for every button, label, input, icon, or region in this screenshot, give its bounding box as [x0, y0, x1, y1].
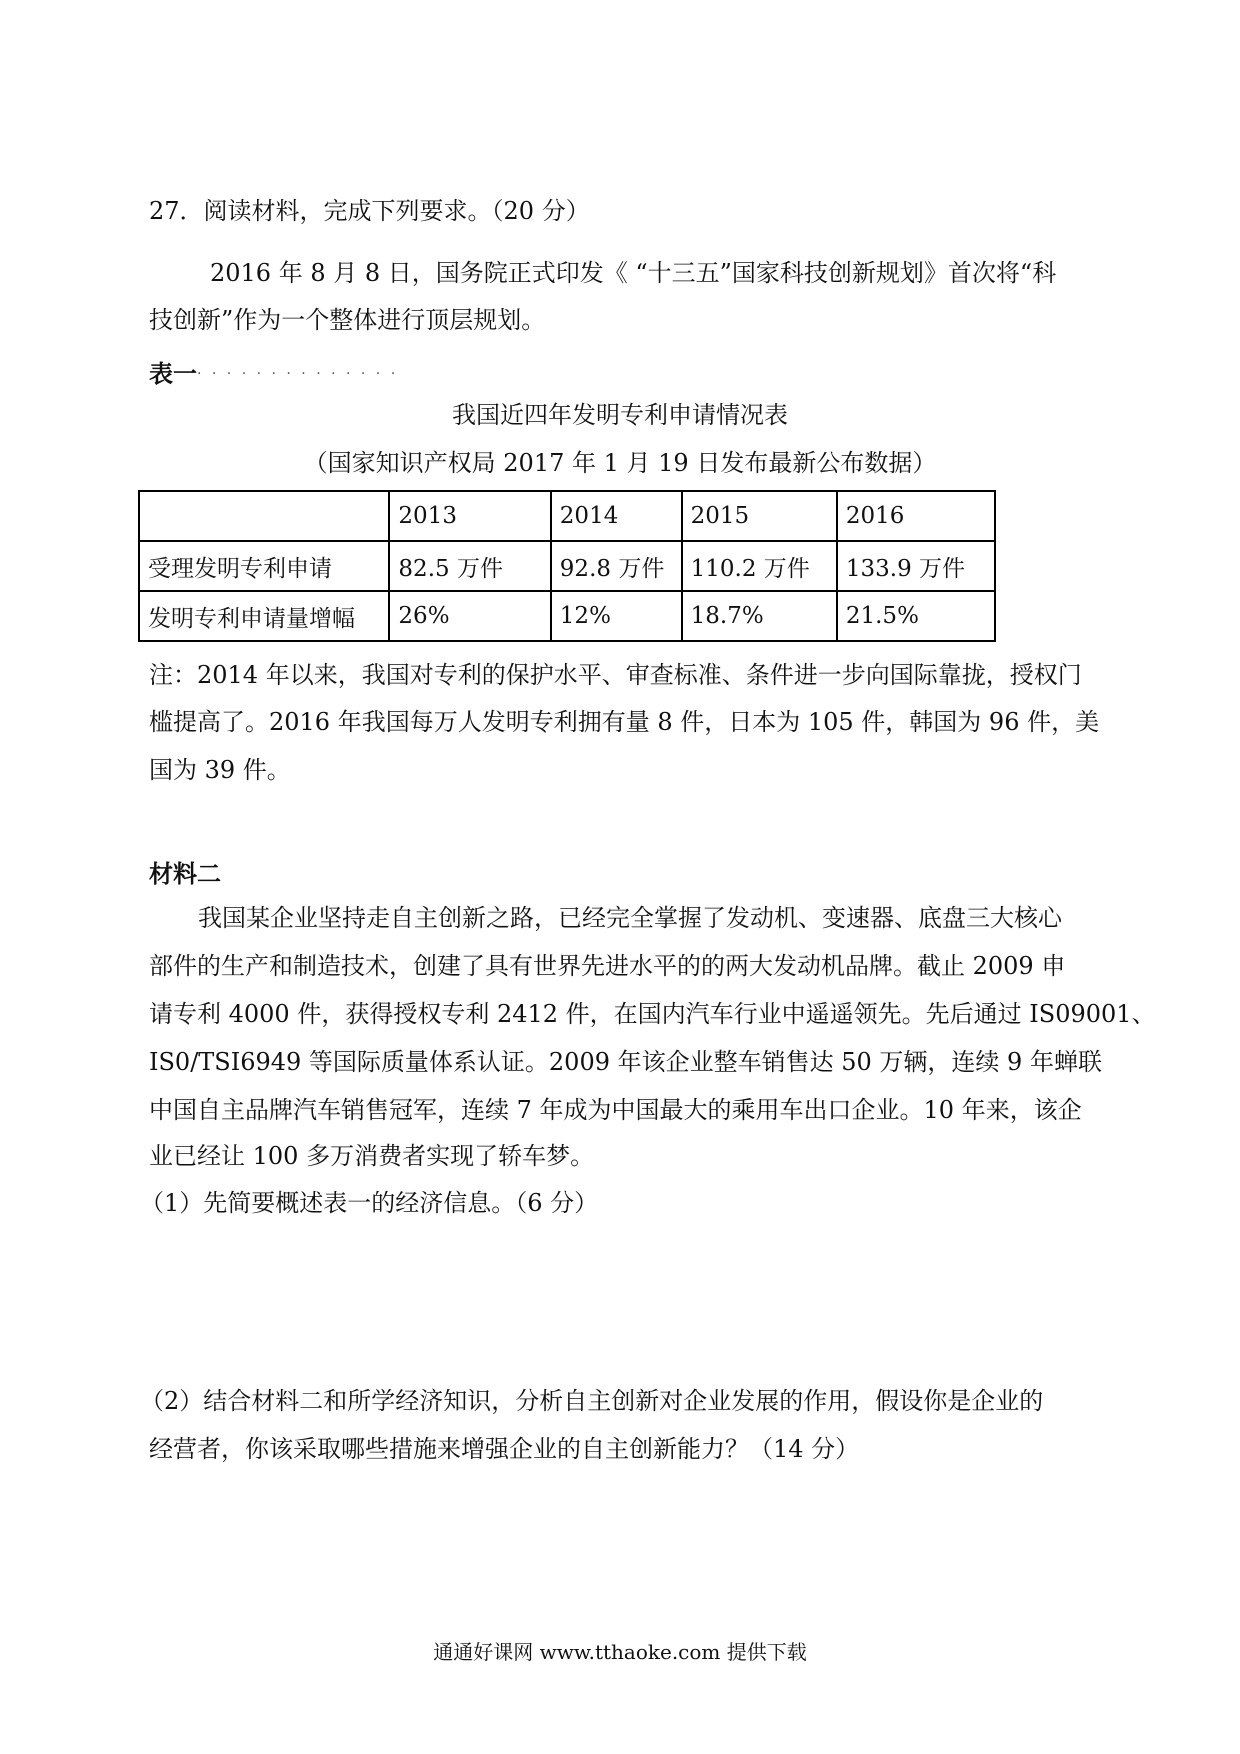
material-two-line-3: 请专利 4000 件，获得授权专利 2412 件，在国内汽车行业中遥遥领先。先后通过 IS09001、 [149, 1000, 1156, 1028]
table-cell: 21.5% [837, 591, 995, 641]
material-two-label: 材料二 [149, 860, 221, 888]
material-two-line-2: 部件的生产和制造技术，创建了具有世界先进水平的的两大发动机品牌。截止 2009 申 [149, 952, 1066, 980]
table-cell: 18.7% [682, 591, 837, 641]
material-two-line-4: IS0/TSI6949 等国际质量体系认证。2009 年该企业整车销售达 50 万辆，连续 9 年蝉联 [149, 1048, 1102, 1076]
header-cell [139, 491, 389, 541]
table-cell: 12% [551, 591, 682, 641]
sub-question-2-line-1: （2）结合材料二和所学经济知识，分析自主创新对企业发展的作用，假设你是企业的 [140, 1387, 1044, 1415]
table-cell: 92.8 万件 [551, 541, 682, 591]
note-line-3: 国为 39 件。 [149, 756, 291, 784]
table-title: 我国近四年发明专利申请情况表 [452, 401, 788, 429]
header-cell: 2013 [389, 491, 550, 541]
intro-line-2: 技创新”作为一个整体进行顶层规划。 [149, 306, 546, 334]
table-cell: 133.9 万件 [837, 541, 995, 591]
table-cell: 110.2 万件 [682, 541, 837, 591]
material-two-line-1: 我国某企业坚持走自主创新之路，已经完全掌握了发动机、变速器、底盘三大核心 [198, 904, 1062, 932]
sub-question-1: （1）先简要概述表一的经济信息。（6 分） [140, 1189, 599, 1217]
table-row [139, 591, 995, 641]
question-heading: 27．阅读材料，完成下列要求。（20 分） [149, 197, 590, 225]
patent-table [138, 490, 996, 642]
note-line-1: 注：2014 年以来，我国对专利的保护水平、审查标准、条件进一步向国际靠拢，授权门 [149, 661, 1082, 689]
intro-line-1: 2016 年 8 月 8 日，国务院正式印发《 “十三五”国家科技创新规划》首次将“科 [210, 259, 1057, 287]
row-label-cell: 受理发明专利申请 [139, 541, 389, 591]
table-cell: 82.5 万件 [389, 541, 550, 591]
note-line-2: 槛提高了。2016 年我国每万人发明专利拥有量 8 件，日本为 105 件，韩国为 96 件，美 [149, 708, 1100, 736]
table-cell: 26% [389, 591, 550, 641]
footer-text: 通通好课网 www.tthaoke.com 提供下载 [433, 1640, 807, 1664]
table-row [139, 541, 995, 591]
row-label-cell: 发明专利申请量增幅 [139, 591, 389, 641]
header-cell: 2016 [837, 491, 995, 541]
header-cell: 2015 [682, 491, 837, 541]
table-header-row [139, 491, 995, 541]
header-cell: 2014 [551, 491, 682, 541]
material-two-line-6: 业已经让 100 多万消费者实现了轿车梦。 [149, 1142, 595, 1170]
table-label: 表一 [149, 360, 197, 388]
material-two-line-5: 中国自主品牌汽车销售冠军，连续 7 年成为中国最大的乘用车出口企业。10 年来，该企 [149, 1096, 1082, 1124]
label-dots: . . . . . . . . . . . . . . [197, 362, 399, 378]
table-subtitle: （国家知识产权局 2017 年 1 月 19 日发布最新公布数据） [303, 449, 937, 477]
sub-question-2-line-2: 经营者，你该采取哪些措施来增强企业的自主创新能力？（14 分） [149, 1435, 860, 1463]
